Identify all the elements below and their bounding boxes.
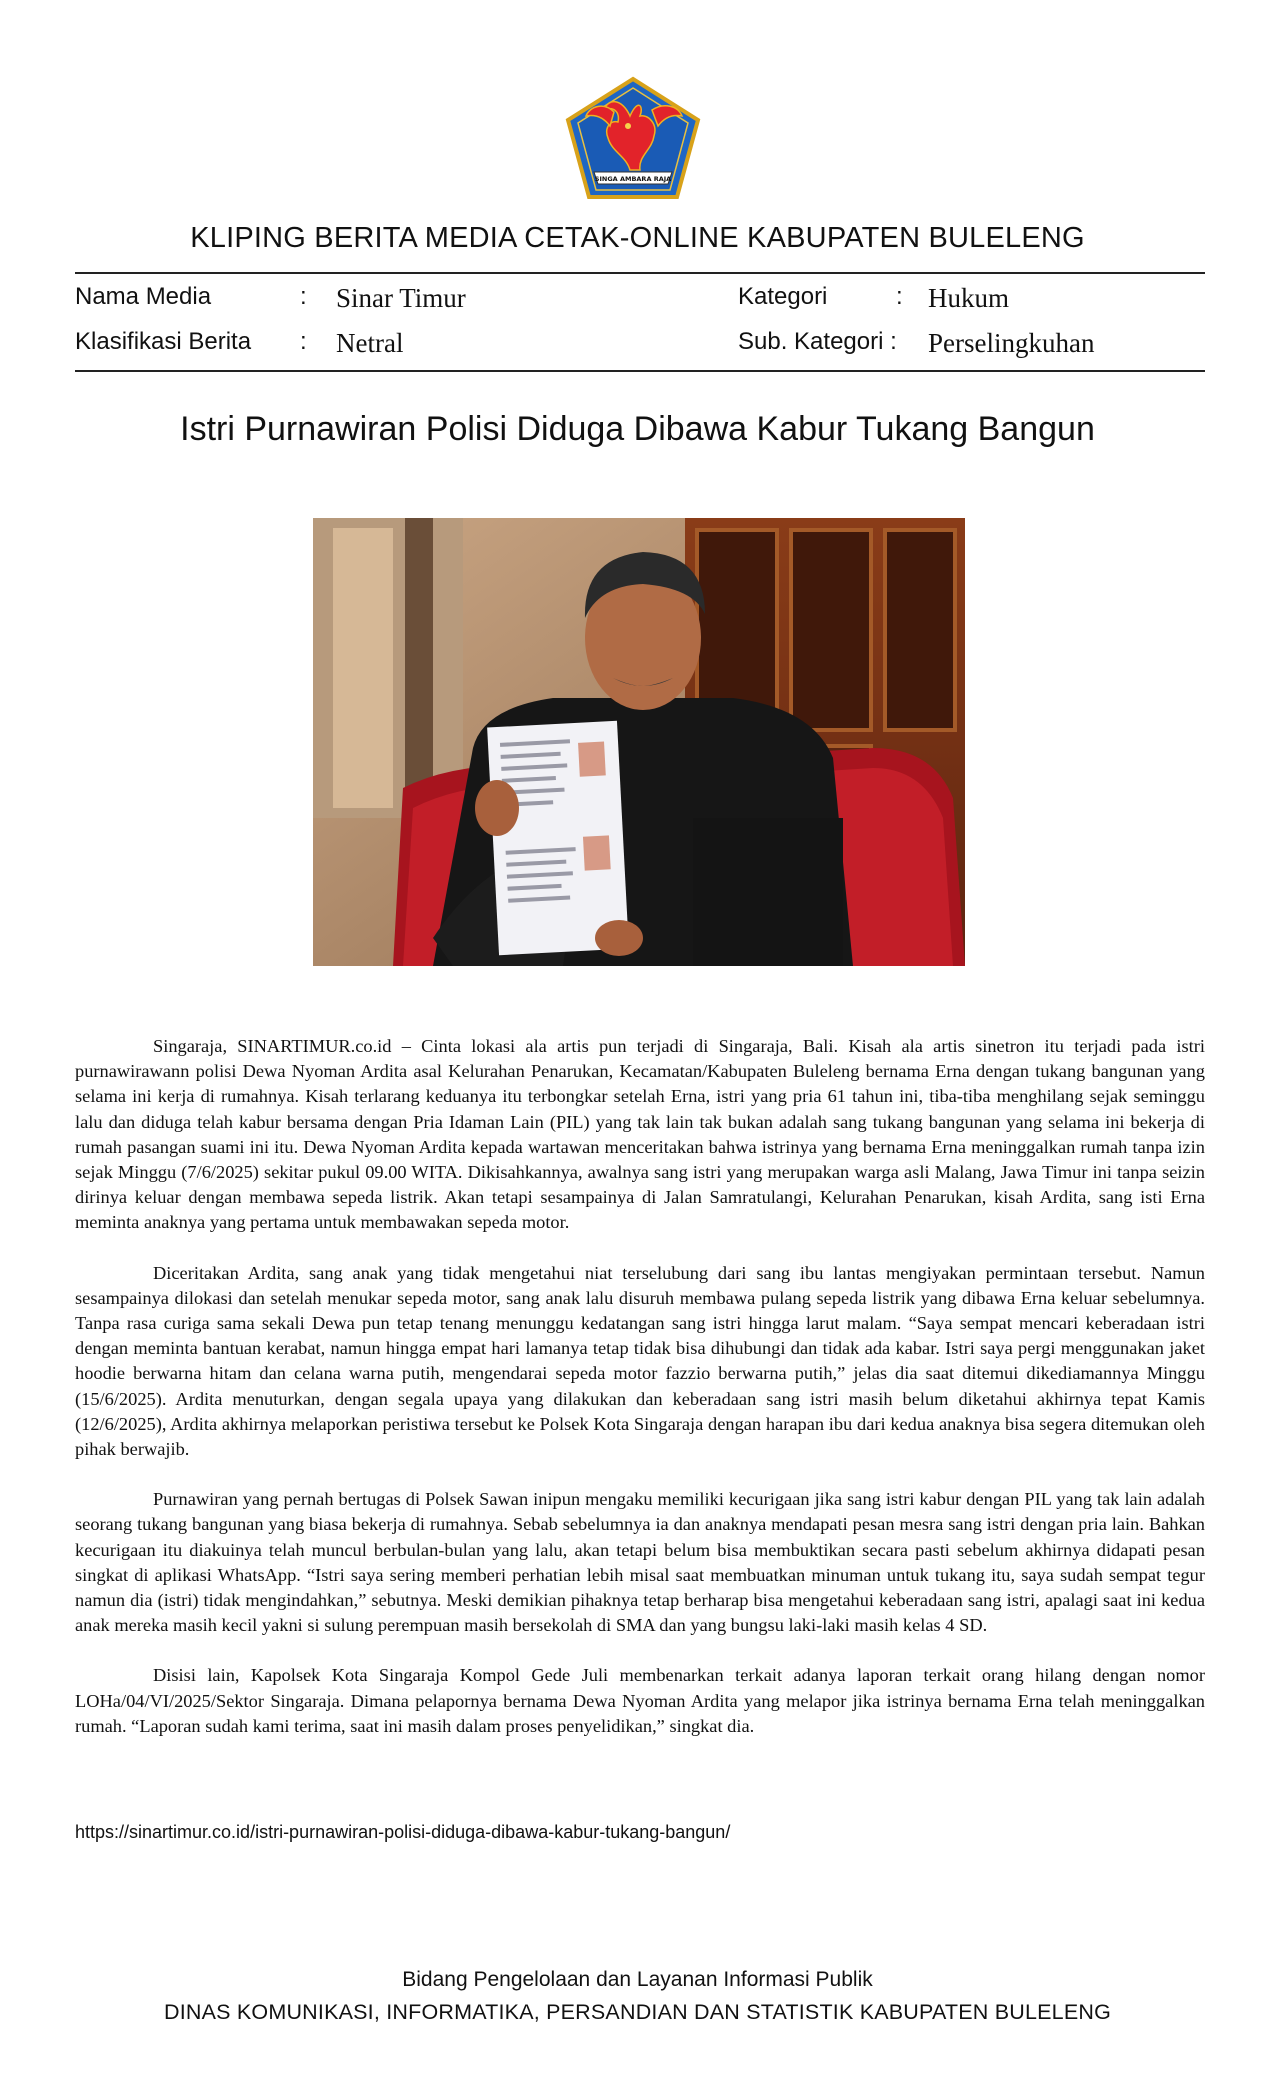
footer-agency: DINAS KOMUNIKASI, INFORMATIKA, PERSANDIAN DAN STATISTIK KABUPATEN BULELENG <box>163 2000 1112 2024</box>
logo-emblem-icon <box>564 76 702 200</box>
kategori-colon: : <box>896 283 903 310</box>
article-paragraph: Purnawiran yang pernah bertugas di Polsek Sawan inipun mengaku memiliki kecurigaan jika sang istri kabur dengan PIL yang tak lain adalah seorang tukang bangunan yang biasa bekerja di rumahnya. Sebab sebelumnya ia dan anaknya mendapati pesan mesra sang istri dengan pria lain. Bahkan kecurigaan itu diakuinya telah muncul berbulan-bulan yang lalu, akan tetapi belum bisa membuktikan secara pasti sebelum akhirnya didapati pesan singkat di aplikasi WhatsApp. “Istri saya sering memberi perhatian lebih misal saat membuatkan minuman untuk tukang itu, saya sudah sempat tegur namun dia (istri) tidak mengindahkan,” sebutnya. Meski demikian pihaknya tetap berharap bisa mengetahui keberadaan sang istri, apalagi saat ini kedua anak mereka masih kecil yakni si sulung perempuan masih bersekolah di SMA dan yang bungsu laki-laki masih kelas 4 SD. <box>75 1489 1205 1636</box>
media-label: Nama Media <box>75 283 212 310</box>
klasifikasi-colon: : <box>300 328 307 355</box>
article-paragraph: Singaraja, SINARTIMUR.co.id – Cinta lokasi ala artis pun terjadi di Singaraja, Bali. Kisah ala artis sinetron itu terjadi pada istri purnawirawann polisi Dewa Nyoman Ardita asal Kelurahan Penarukan, Kecamatan/Kabupaten Buleleng bernama Erna dengan tukang bangunan yang selama ini kerja di rumahnya. Kisah terlarang keduanya itu terbongkar setelah Erna, istri yang pria 61 tahun ini, tiba-tiba menghilang sejak seminggu lalu dan diduga telah kabur bersama dengan Pria Idaman Lain (PIL) yang tak lain tak bukan adalah sang tukang bangunan yang selama ini bekerja di rumah pasangan suami ini itu. Dewa Nyoman Ardita kepada wartawan menceritakan bahwa istrinya yang bernama Erna meninggalkan rumah tanpa izin sejak Minggu (7/6/2025) sekitar pukul 09.00 WITA. Dikisahkannya, awalnya sang istri yang merupakan warga asli Malang, Jawa Timur ini tanpa seizin dirinya keluar dengan membawa sepeda listrik. Akan tetapi sesampainya di Jalan Samratulangi, Kelurahan Penarukan, kisah Ardita, sang isti Erna meminta anaknya yang pertama untuk membawakan sepeda motor. <box>75 1036 1205 1233</box>
article-photo <box>313 518 965 966</box>
article-body <box>75 1034 1205 1764</box>
subkategori-value: Perselingkuhan <box>928 328 1095 358</box>
article-paragraph: Diceritakan Ardita, sang anak yang tidak mengetahui niat terselubung dari sang ibu lantas mengiyakan permintaan tersebut. Namun sesampainya dilokasi dan setelah menukar sepeda motor, sang anak lalu disuruh membawa pulang sepeda listrik yang dibawa Erna keluar sebelumnya. Tanpa rasa curiga sama sekali Dewa pun tetap tenang menunggu kedatangan sang istri hingga larut malam. “Saya sempat mencari keberadaan istri dengan meminta bantuan kerabat, namun hingga empat hari lamanya tetap tidak bisa dihubungi dan tidak ada kabar. Istri saya pergi menggunakan jaket hoodie berwarna hitam dan celana warna putih, mengendarai sepeda motor fazzio berwarna putih,” jelas dia saat ditemui dikediamannya Minggu (15/6/2025). Ardita menuturkan, dengan segala upaya yang dilakukan dan keberadaan sang istri masih belum diketahui akhirnya tepat Kamis (12/6/2025), Ardita akhirnya melaporkan peristiwa tersebut ke Polsek Kota Singaraja dengan harapan ibu dari kedua anaknya bisa segera ditemukan oleh pihak berwajib. <box>75 1262 1205 1460</box>
media-colon: : <box>300 283 307 310</box>
kategori-value: Hukum <box>928 283 1009 313</box>
document-title: KLIPING BERITA MEDIA CETAK-ONLINE KABUPATEN BULELENG <box>190 222 1085 254</box>
kategori-label: Kategori <box>738 283 828 310</box>
divider-bottom <box>75 370 1205 372</box>
divider-top <box>75 272 1205 274</box>
footer-department: Bidang Pengelolaan dan Layanan Informasi Publik <box>402 1968 873 1991</box>
source-link[interactable]: https://sinartimur.co.id/istri-purnawiran-polisi-diduga-dibawa-kabur-tukang-bangun/ <box>75 1822 731 1842</box>
klasifikasi-label: Klasifikasi Berita <box>75 328 252 355</box>
article-paragraph: Disisi lain, Kapolsek Kota Singaraja Kompol Gede Juli membenarkan terkait adanya laporan terkait orang hilang dengan nomor LOHa/04/VI/2025/Sektor Singaraja. Dimana pelapornya bernama Dewa Nyoman Ardita yang melapor jika istrinya bernama Erna telah meninggalkan rumah. “Laporan sudah kami terima, saat ini masih dalam proses penyelidikan,” singkat dia. <box>75 1665 1205 1736</box>
article-headline: Istri Purnawiran Polisi Diduga Dibawa Kabur Tukang Bangun <box>180 410 1095 448</box>
media-value: Sinar Timur <box>336 283 466 313</box>
svg-text:SINGA AMBARA RAJA: SINGA AMBARA RAJA <box>594 175 672 183</box>
subkategori-label: Sub. Kategori : <box>738 328 897 355</box>
klasifikasi-value: Netral <box>336 328 404 358</box>
